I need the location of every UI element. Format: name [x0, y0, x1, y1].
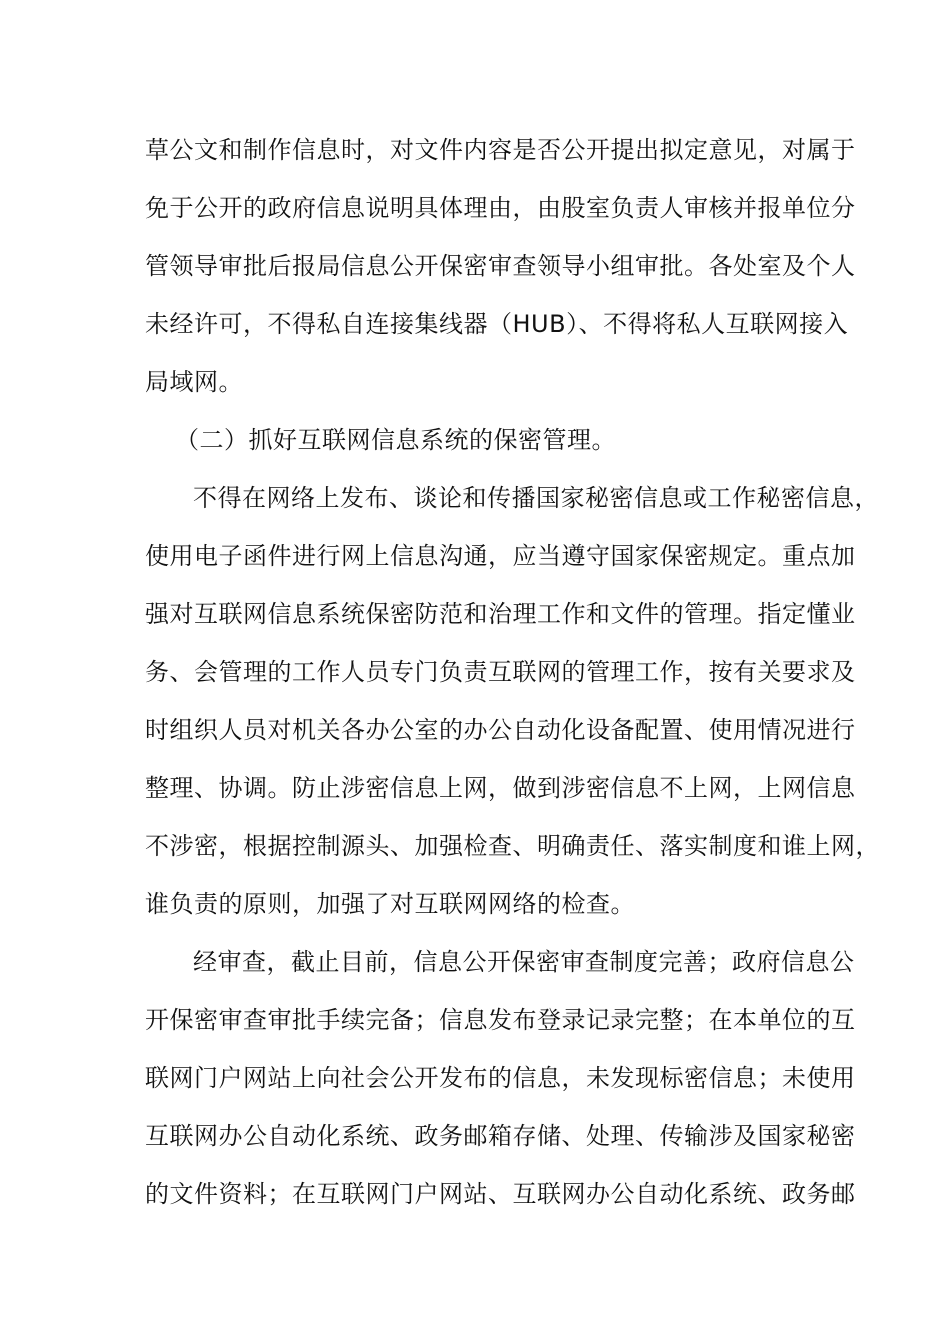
section-heading: （二）抓好互联网信息系统的保密管理。 [175, 426, 616, 454]
text-line: 未经许可，不得私自连接集线器（HUB）、不得将私人互联网接入 [145, 310, 849, 338]
text-line: 经审查，截止目前，信息公开保密审查制度完善；政府信息公 [193, 948, 855, 976]
text-line: 强对互联网信息系统保密防范和治理工作和文件的管理。指定懂业 [145, 600, 856, 628]
text-line: 务、会管理的工作人员专门负责互联网的管理工作，按有关要求及 [145, 658, 856, 686]
text-line: 开保密审查审批手续完备；信息发布登录记录完整；在本单位的互 [145, 1006, 856, 1034]
text-line: 草公文和制作信息时，对文件内容是否公开提出拟定意见，对属于 [145, 136, 856, 164]
text-line: 局域网。 [145, 368, 243, 396]
text-line: 整理、协调。防止涉密信息上网，做到涉密信息不上网，上网信息 [145, 774, 856, 802]
text-line: 时组织人员对机关各办公室的办公自动化设备配置、使用情况进行 [145, 716, 856, 744]
text-line: 管领导审批后报局信息公开保密审查领导小组审批。各处室及个人 [145, 252, 856, 280]
text-line: 联网门户网站上向社会公开发布的信息，未发现标密信息；未使用 [145, 1064, 856, 1092]
text-line: 互联网办公自动化系统、政务邮箱存储、处理、传输涉及国家秘密 [145, 1122, 856, 1150]
text-line: 不得在网络上发布、谈论和传播国家秘密信息或工作秘密信息， [193, 484, 879, 512]
text-line: 的文件资料；在互联网门户网站、互联网办公自动化系统、政务邮 [145, 1180, 856, 1208]
text-line: 谁负责的原则，加强了对互联网网络的检查。 [145, 890, 635, 918]
text-line: 不涉密，根据控制源头、加强检查、明确责任、落实制度和谁上网， [145, 832, 880, 860]
text-line: 使用电子函件进行网上信息沟通，应当遵守国家保密规定。重点加 [145, 542, 856, 570]
text-line: 免于公开的政府信息说明具体理由，由股室负责人审核并报单位分 [145, 194, 856, 222]
